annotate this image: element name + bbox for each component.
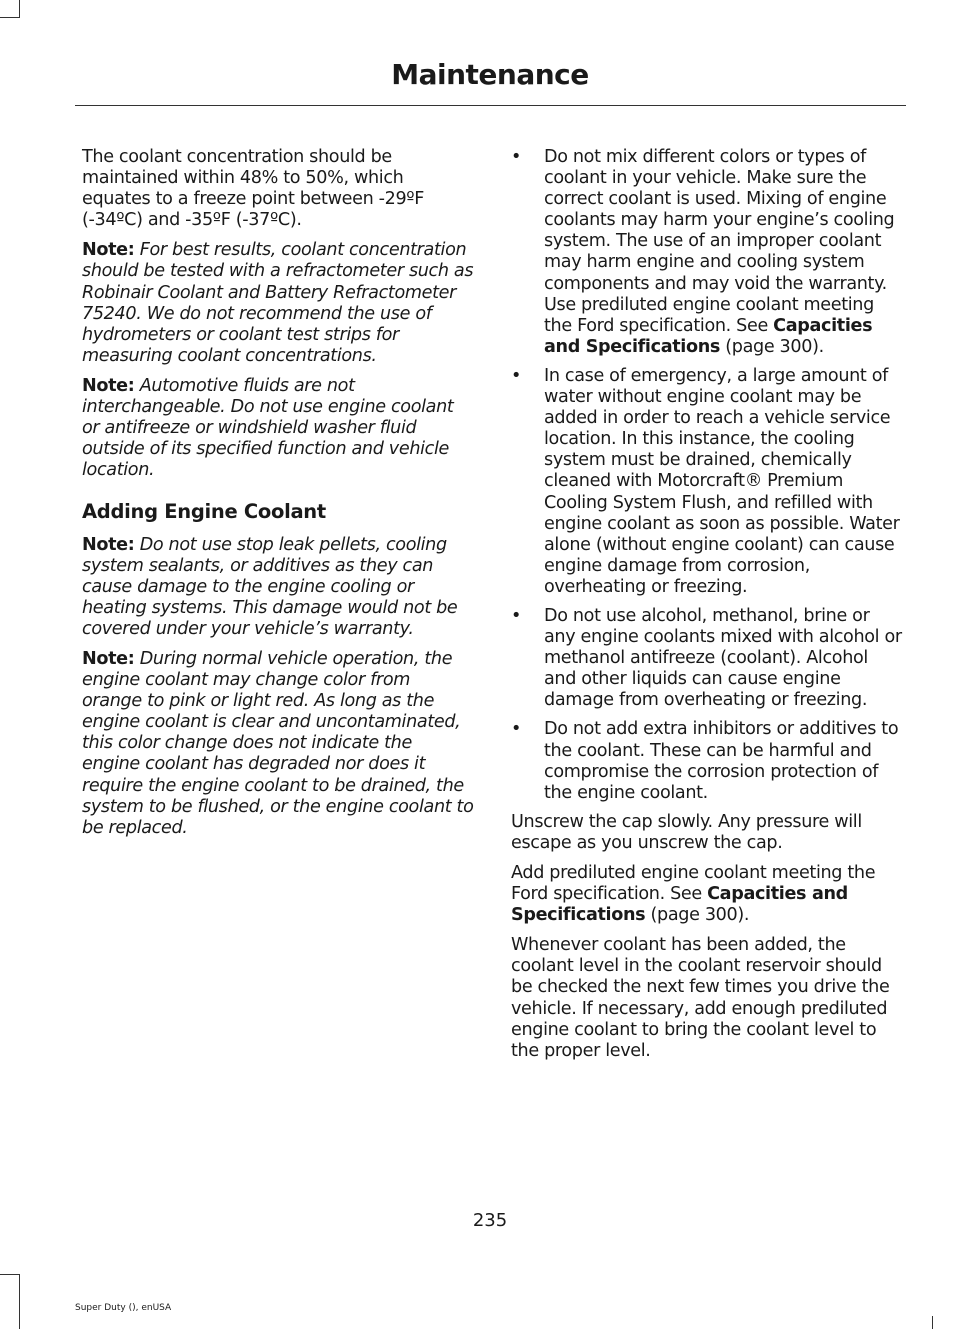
note-text: Do not use stop leak pellets, cooling system sealants, or additives as they can cause damage to the engine cooling or heating systems. This damage would not be covered under your vehicle’s warranty. (82, 534, 458, 639)
note-text: Automotive fluids are not interchangeable. Do not use engine coolant or antifreeze or windshield washer fluid outside of its specified function and vehicle location. (82, 375, 454, 481)
list-item (511, 719, 905, 803)
note (82, 535, 474, 640)
paragraph-text: Add prediluted engine coolant meeting the Ford specification. See (511, 863, 876, 905)
right-column (511, 147, 905, 1071)
section-heading: Adding Engine Coolant (82, 500, 326, 524)
list-item-text: Do not use alcohol, methanol, brine or any engine coolants mixed with alcohol or methanol antifreeze (coolant). Alcohol and other liquids can cause engine damage from overheating or freezing. (544, 605, 902, 711)
note-text: During normal vehicle operation, the engine coolant may change color from orange to pink or light red. As long as the engine coolant is clear and uncontaminated, this color change does not indicate the engine coolant has degraded nor does it require the engine coolant to be drained, the system to be flushed, or the engine coolant to be replaced. (82, 648, 474, 838)
list-item (511, 366, 905, 598)
note-text: For best results, coolant concentration should be tested with a refractometer such as Robinair Coolant and Battery Refractometer 75240. We do not recommend the use of hydrometers or coolant test strips for measuring coolant concentrations. (82, 240, 474, 366)
bullet-icon: • (511, 365, 522, 386)
note (82, 649, 474, 839)
bullet-list (511, 147, 905, 804)
page-number: 235 (472, 1210, 508, 1231)
list-item-text: Do not add extra inhibitors or additives to the coolant. These can be harmful and compromise the corrosion protection of the engine coolant. (544, 719, 899, 803)
paragraph (511, 863, 905, 926)
crop-mark (0, 17, 19, 18)
paragraph: The coolant concentration should be maintained within 48% to 50%, which equates to a freeze point between -29ºF (-34ºC) and -35ºF (-37ºC). (82, 147, 425, 231)
note (82, 240, 474, 367)
list-item (511, 606, 905, 711)
crop-mark (0, 1274, 19, 1275)
left-column (82, 147, 474, 848)
note (82, 376, 474, 481)
bullet-icon: • (511, 719, 522, 740)
cross-reference-link[interactable]: Capacities and Specifications (544, 315, 873, 357)
page-reference: (page 300). (650, 905, 750, 926)
page-reference: (page 300). (725, 336, 824, 357)
crop-mark (19, 0, 20, 18)
page-title: Maintenance (391, 58, 589, 91)
note-label: Note: (82, 648, 135, 669)
list-item-text: Do not mix different colors or types of coolant in your vehicle. Make sure the correct coolant is used. Mixing of engine coolants may harm your engine’s cooling system. The use of an improper coolant may harm engine and cooling system components and may void the warranty. Use prediluted engine coolant meeting the Ford specification. See (544, 147, 895, 336)
crop-mark (932, 1316, 933, 1329)
bullet-icon: • (511, 605, 522, 626)
header-rule (75, 105, 906, 106)
note-label: Note: (82, 240, 135, 261)
paragraph: Whenever coolant has been added, the coolant level in the coolant reservoir should be checked the next few times you drive the vehicle. If necessary, add enough prediluted engine coolant to bring the coolant level to the proper level. (511, 935, 890, 1061)
note-label: Note: (82, 375, 135, 396)
list-item (511, 147, 905, 358)
bullet-icon: • (511, 147, 522, 167)
footer-doc-id: Super Duty (), enUSA (75, 1303, 172, 1313)
cross-reference-link[interactable]: Capacities and Specifications (511, 884, 848, 926)
list-item-text: In case of emergency, a large amount of water without engine coolant may be added in order to reach a vehicle service location. In this instance, the cooling system must be drained, chemically cleaned with Motorcraft® Premium Cooling System Flush, and refilled with engine coolant as soon as possible. Water alone (without engine coolant) can cause engine damage from corrosion, overheating or freezing. (544, 365, 900, 597)
paragraph: Unscrew the cap slowly. Any pressure will escape as you unscrew the cap. (511, 811, 862, 853)
note-label: Note: (82, 534, 135, 555)
crop-mark (19, 1274, 20, 1329)
